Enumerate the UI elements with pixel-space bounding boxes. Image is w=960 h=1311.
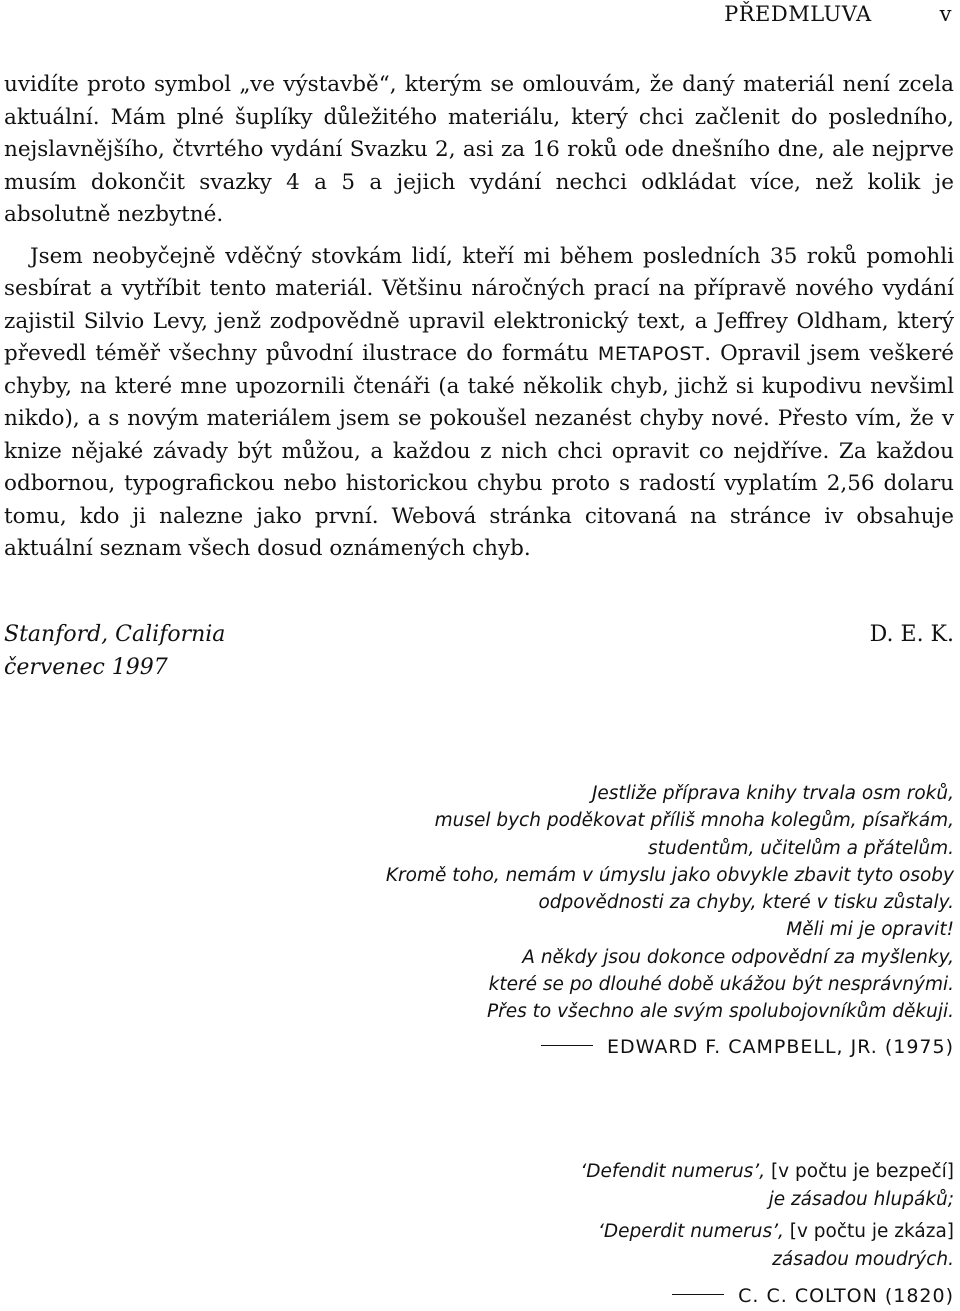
epigraph-line: Kromě toho, nemám v úmyslu jako obvykle zbavit tyto osoby	[385, 864, 954, 886]
translation-gloss: [v počtu je bezpečí]	[770, 1161, 954, 1182]
preface-body	[4, 69, 954, 566]
epigraph-attribution	[194, 1034, 954, 1061]
paragraph-2-text-before: Jsem neobyčejně vděčný stovkám lidí, kteří mi během posledních 35 roků pomohli sesbírat a vytříbit tento materiál. Většinu náročných prací na přípravě nového vydání zajistil Silvio Levy, jenž zodpovědně upravil elektronický text, a Jeffrey Oldham, který převedl téměř všechny původní ilustrace do formátu	[4, 243, 954, 366]
paragraph-1: uvidíte proto symbol „ve výstavbě“, kterým se omlouvám, že daný materiál není zcela aktuální. Mám plné šuplíky důležitého materiálu, který chci začlenit do posledního, nejslavnějšího, čtvrtého vydání Svazku 2, asi za 16 roků ode dnešního dne, ale nejprve musím dokončit svazky 4 a 5 a jejich vydání nechci odkládat více, než kolik je absolutně nezbytné.	[4, 72, 954, 227]
epigraph-line: je zásadou hlupáků;	[768, 1189, 954, 1210]
epigraph-line	[194, 1218, 954, 1246]
paragraph-2	[4, 241, 954, 566]
epigraph-line: A někdy jsou dokonce odpovědní za myšlenky,	[522, 946, 954, 968]
epigraph-campbell	[194, 780, 954, 1061]
epigraph-line: musel bych poděkovat příliš mnoha kolegům, písařkám,	[434, 810, 954, 832]
translation-gloss: [v počtu je zkáza]	[789, 1221, 954, 1242]
epigraph-colton	[194, 1158, 954, 1310]
epigraph-line: zásadou moudrých.	[772, 1249, 954, 1270]
section-title: PŘEDMLUVA	[724, 2, 872, 26]
signoff-date: červenec 1997	[4, 655, 168, 680]
book-page	[4, 0, 954, 1311]
latin-phrase: ‘Deperdit numerus’,	[598, 1221, 784, 1242]
epigraph-line: které se po dlouhé době ukážou být nesprávnými.	[488, 974, 954, 996]
running-head	[724, 2, 952, 26]
attribution-text: EDWARD F. CAMPBELL, JR. (1975)	[607, 1035, 954, 1058]
epigraph-line: Měli mi je opravit!	[786, 919, 954, 941]
epigraph-line: Přes to všechno ale svým spolubojovníkům děkuji.	[486, 1001, 954, 1023]
epigraph-line: studentům, učitelům a přátelům.	[648, 837, 954, 859]
signoff-initials: D. E. K.	[869, 622, 954, 647]
epigraph-attribution	[194, 1282, 954, 1310]
metapost-logo: METAPOST	[597, 343, 705, 365]
epigraph-line: odpovědnosti za chyby, které v tisku zůstaly.	[538, 892, 954, 914]
em-dash-rule	[541, 1045, 593, 1046]
latin-phrase: ‘Defendit numerus’,	[580, 1161, 766, 1182]
page-number: v	[939, 2, 952, 26]
paragraph-2-text-after: . Opravil jsem veškeré chyby, na které mne upozornili čtenáři (a také několik chyb, jichž si kupodivu nevšiml nikdo), a s novým materiálem jsem se pokoušel nezanést chyby nové. Přesto vím, že v knize nějaké závady být můžou, a každou z nich chci opravit co nejdříve. Za každou odbornou, typografickou nebo historickou chybu proto s radostí vyplatím 2,56 dolaru tomu, kdo ji nalezne jako první. Webová stránka citovaná na stránce iv obsahuje aktuální seznam všech dosud oznámených chyb.	[4, 341, 954, 561]
em-dash-rule	[672, 1294, 724, 1295]
signoff-place: Stanford, California	[4, 622, 226, 647]
attribution-text: C. C. COLTON (1820)	[738, 1285, 954, 1307]
epigraph-line: Jestliže příprava knihy trvala osm roků,	[591, 783, 954, 804]
epigraph-line	[194, 1158, 954, 1186]
signoff	[4, 618, 954, 684]
